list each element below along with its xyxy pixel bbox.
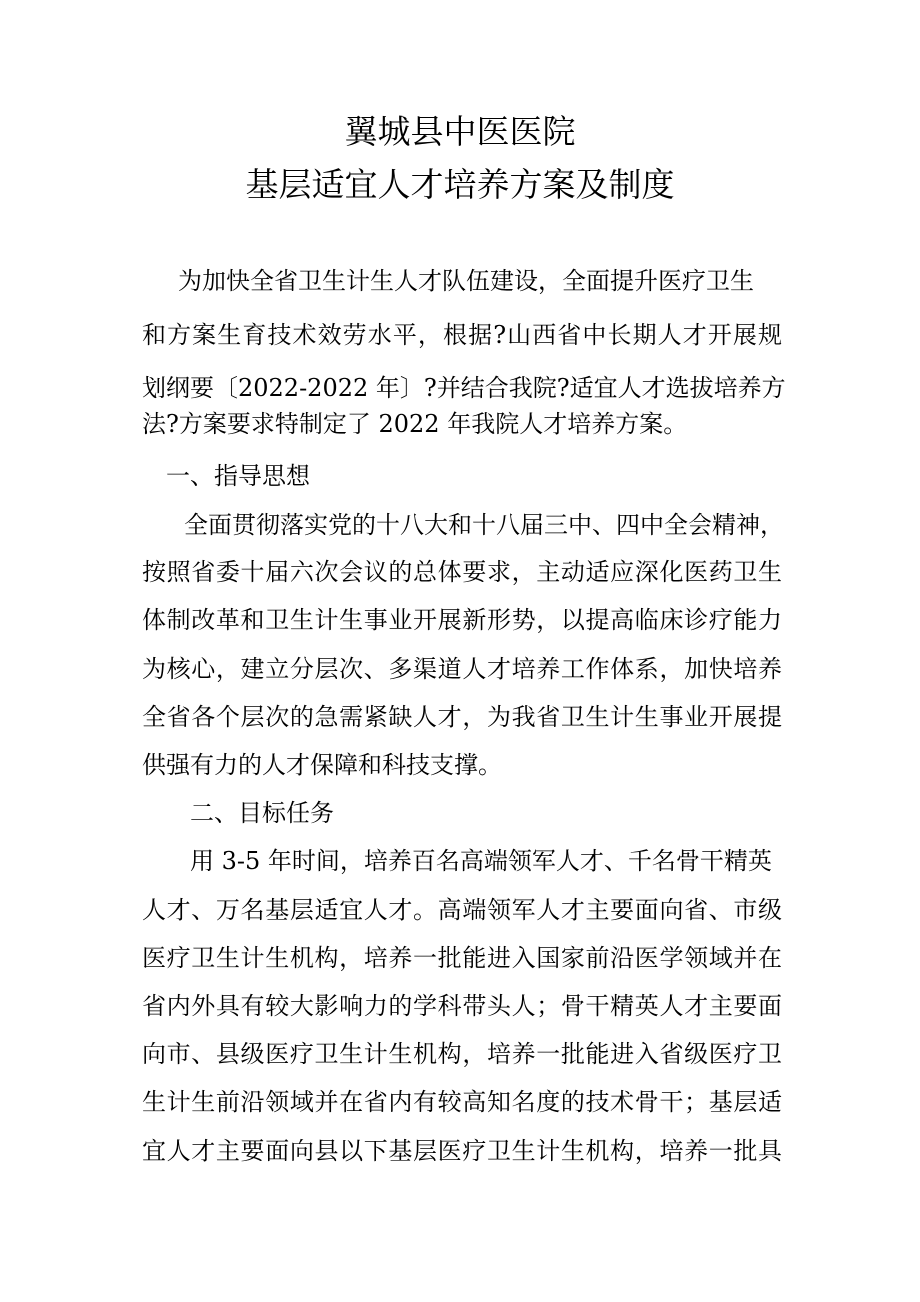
body-line: 为核心，建立分层次、多渠道人才培养工作体系，加快培养 <box>142 655 782 683</box>
body-line: 宜人才主要面向县以下基层医疗卫生计生机构，培养一批具 <box>142 1137 782 1165</box>
body-line: 人才、万名基层适宜人才。高端领军人才主要面向省、市级 <box>142 896 782 924</box>
body-line: 医疗卫生计生机构，培养一批能进入国家前沿医学领域并在 <box>142 944 782 972</box>
body-line: 生计生前沿领域并在省内有较高知名度的技术骨干；基层适 <box>142 1088 782 1116</box>
document-subtitle: 基层适宜人才培养方案及制度 <box>245 165 675 204</box>
body-line: 划纲要〔2022-2022 年〕?并结合我院?适宜人才选拔培养方 <box>142 374 786 402</box>
body-line: 按照省委十届六次会议的总体要求，主动适应深化医药卫生 <box>142 558 782 586</box>
body-line: 省内外具有较大影响力的学科带头人；骨干精英人才主要面 <box>142 992 782 1020</box>
section-heading: 一、指导思想 <box>166 462 310 490</box>
body-line: 法?方案要求特制定了 2022 年我院人才培养方案。 <box>142 410 688 438</box>
body-line: 向市、县级医疗卫生计生机构，培养一批能进入省级医疗卫 <box>142 1040 782 1068</box>
body-line: 体制改革和卫生计生事业开展新形势，以提高临床诊疗能力 <box>142 606 782 634</box>
body-line: 用 3-5 年时间，培养百名高端领军人才、千名骨干精英 <box>190 847 772 875</box>
body-line: 和方案生育技术效劳水平，根据?山西省中长期人才开展规 <box>142 321 782 349</box>
body-line: 为加快全省卫生计生人才队伍建设，全面提升医疗卫生 <box>178 267 754 295</box>
body-line: 全面贯彻落实党的十八大和十八届三中、四中全会精神， <box>184 511 784 539</box>
section-heading: 二、目标任务 <box>190 799 334 827</box>
body-line: 供强有力的人才保障和科技支撑。 <box>142 751 502 779</box>
body-line: 全省各个层次的急需紧缺人才，为我省卫生计生事业开展提 <box>142 703 782 731</box>
document-title: 翼城县中医医院 <box>344 112 576 151</box>
